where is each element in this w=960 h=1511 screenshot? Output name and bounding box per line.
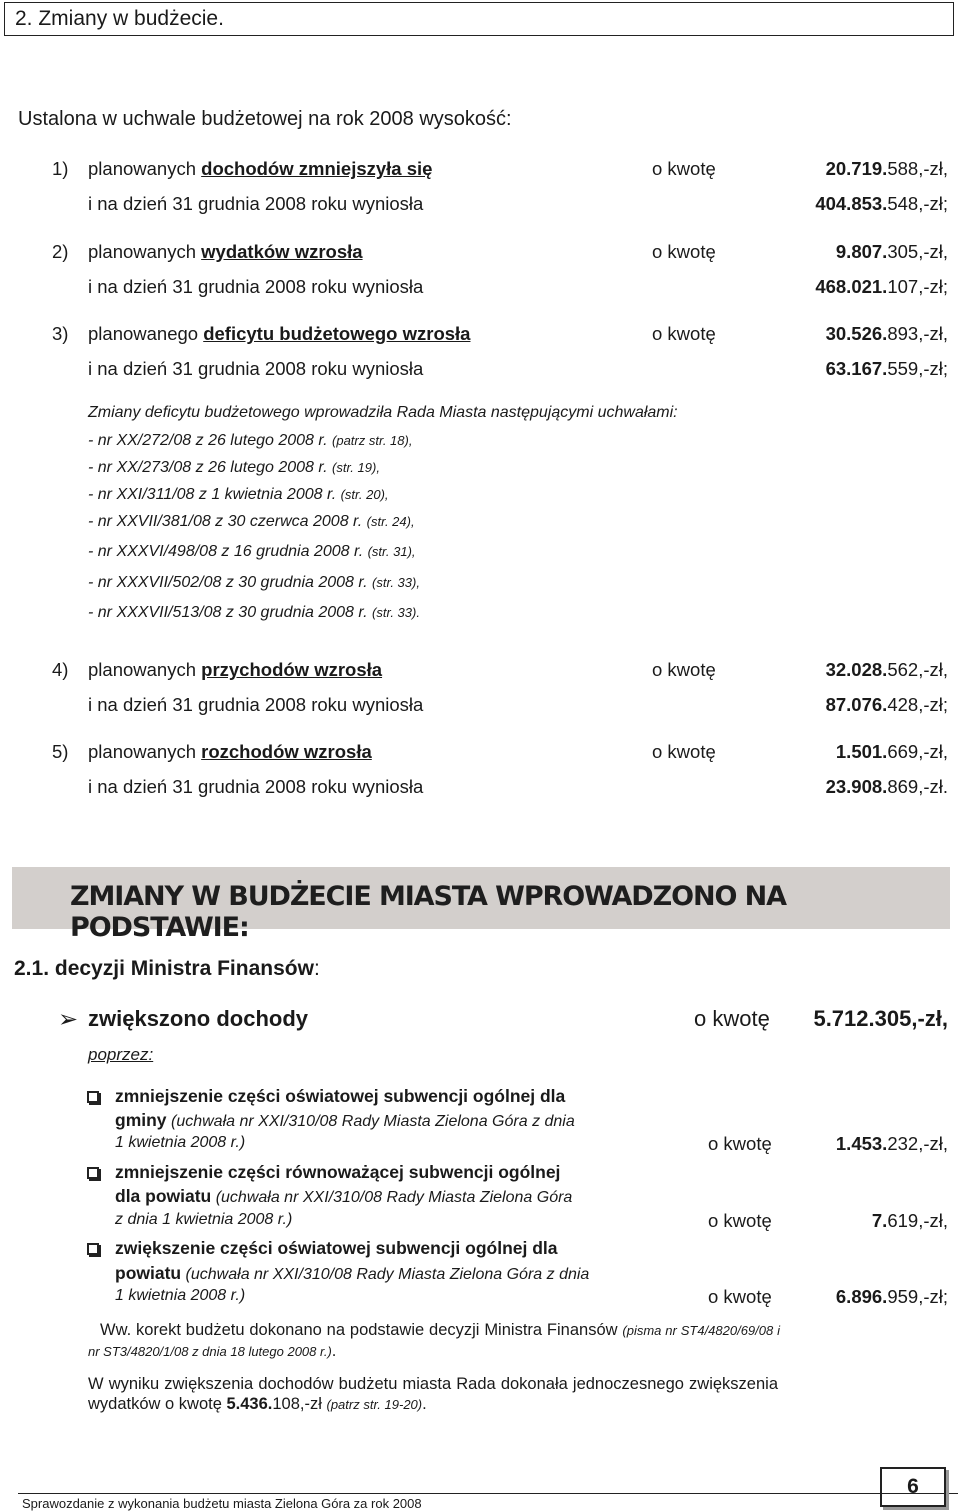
item-2-total: 468.021.107,-zł;: [815, 276, 948, 297]
item-2-number: 2): [52, 241, 69, 262]
subitem-1-line1: zmniejszenie części oświatowej subwencji ogólnej dla: [115, 1086, 566, 1106]
item-4-total: 87.076.428,-zł;: [825, 694, 948, 715]
item-1-key: dochodów zmniejszyła się: [201, 158, 433, 179]
subitem-2-line2: dla powiatu (uchwała nr XXI/310/08 Rady Miasta Zielona Góra: [115, 1186, 573, 1206]
subitem-2-amount: 7.619,-zł,: [871, 1210, 948, 1231]
item-4-label: planowanych przychodów wzrosła: [88, 659, 383, 680]
resolution-5: - nr XXXVI/498/08 z 16 grudnia 2008 r. (str. 31),: [88, 543, 416, 560]
item-3-number: 3): [52, 323, 69, 344]
subitem-2-okwote: o kwotę: [708, 1210, 772, 1231]
item-4-okwote: o kwotę: [652, 659, 716, 680]
subsection-heading: 2.1. decyzji Ministra Finansów:: [14, 957, 320, 980]
checkbox-bullet-icon: [87, 1243, 99, 1255]
subitem-3-line3: 1 kwietnia 2008 r.): [115, 1287, 246, 1304]
main-change-label: zwiększono dochody: [88, 1006, 309, 1031]
item-5-key: rozchodów wzrosła: [201, 741, 372, 762]
item-5-okwote: o kwotę: [652, 741, 716, 762]
intro-text: Ustalona w uchwale budżetowej na rok 2008 wysokość:: [18, 108, 512, 130]
item-3-label: planowanego deficytu budżetowego wzrosła: [88, 323, 471, 344]
resolution-1: - nr XX/272/08 z 26 lutego 2008 r. (patrz str. 18),: [88, 432, 413, 449]
item-4-number: 4): [52, 659, 69, 680]
item-5-number: 5): [52, 741, 69, 762]
section-title: 2. Zmiany w budżecie.: [15, 7, 224, 30]
note-decision: Ww. korekt budżetu dokonano na podstawie decyzji Ministra Finansów (pisma nr ST4/4820/69/08 i nr ST3/4820/1/08 z dnia 18 lutego 2008 r.).: [88, 1321, 781, 1360]
item-2-key: wydatków wzrosła: [201, 241, 363, 262]
checkbox-bullet-icon: [87, 1091, 99, 1103]
item-1-amount: 20.719.588,-zł,: [825, 158, 948, 179]
item-3-okwote: o kwotę: [652, 323, 716, 344]
item-1-line2: i na dzień 31 grudnia 2008 roku wyniosła: [88, 193, 424, 214]
resolution-7: - nr XXXVII/513/08 z 30 grudnia 2008 r. (str. 33).: [88, 604, 420, 621]
subitem-3-line2: powiatu (uchwała nr XXI/310/08 Rady Miasta Zielona Góra z dnia: [115, 1263, 590, 1283]
item-5-total: 23.908.869,-zł.: [825, 776, 948, 797]
item-3-line2: i na dzień 31 grudnia 2008 roku wyniosła: [88, 358, 424, 379]
item-1-number: 1): [52, 158, 69, 179]
item-5-label: planowanych rozchodów wzrosła: [88, 741, 372, 762]
item-1-total: 404.853.548,-zł;: [815, 193, 948, 214]
item-2-label: planowanych wydatków wzrosła: [88, 241, 363, 262]
item-5-line2: i na dzień 31 grudnia 2008 roku wyniosła: [88, 776, 424, 797]
checkbox-bullet-icon: [87, 1167, 99, 1179]
poprzez-label: poprzez:: [88, 1045, 154, 1064]
item-3-total: 63.167.559,-zł;: [825, 358, 948, 379]
subitem-3-line1: zwiększenie części oświatowej subwencji ogólnej dla: [115, 1238, 558, 1258]
subitem-1-line3: 1 kwietnia 2008 r.): [115, 1134, 246, 1151]
subitem-1-line2: gminy (uchwała nr XXI/310/08 Rady Miasta Zielona Góra z dnia: [115, 1110, 575, 1130]
item-4-key: przychodów wzrosła: [201, 659, 383, 680]
subitem-3-amount: 6.896.959,-zł;: [835, 1286, 948, 1307]
item-2-amount: 9.807.305,-zł,: [835, 241, 948, 262]
resolution-2: - nr XX/273/08 z 26 lutego 2008 r. (str. 19),: [88, 459, 380, 476]
section-banner: [12, 867, 950, 943]
resolution-4: - nr XXVII/381/08 z 30 czerwca 2008 r. (str. 24),: [88, 513, 415, 530]
main-change-amount: 5.712.305,-zł,: [813, 1006, 948, 1031]
banner-text: ZMIANY W BUDŻECIE MIASTA WPROWADZONO NA PODSTAWIE:: [70, 881, 786, 943]
item-3-key: deficytu budżetowego wzrosła: [203, 323, 471, 344]
subitem-1-amount: 1.453.232,-zł,: [835, 1133, 948, 1154]
deficit-note-lead: Zmiany deficytu budżetowego wprowadziła Rada Miasta następującymi uchwałami:: [88, 404, 678, 421]
item-1-label: planowanych dochodów zmniejszyła się: [88, 158, 433, 179]
subitem-2-line3: z dnia 1 kwietnia 2008 r.): [115, 1211, 293, 1228]
page-number: 6: [880, 1467, 946, 1507]
main-change-okwote: o kwotę: [694, 1006, 770, 1031]
resolution-6: - nr XXXVII/502/08 z 30 grudnia 2008 r. (str. 33),: [88, 574, 420, 591]
subitem-2-line1: zmniejszenie części równoważącej subwencji ogólnej: [115, 1162, 561, 1182]
item-2-okwote: o kwotę: [652, 241, 716, 262]
item-5-amount: 1.501.669,-zł,: [835, 741, 948, 762]
item-1-okwote: o kwotę: [652, 158, 716, 179]
footer-divider: [18, 1493, 958, 1494]
subitem-1-okwote: o kwotę: [708, 1133, 772, 1154]
resolution-3: - nr XXI/311/08 z 1 kwietnia 2008 r. (str. 20),: [88, 486, 389, 503]
footer-text: Sprawozdanie z wykonania budżetu miasta Zielona Góra za rok 2008: [22, 1496, 422, 1511]
section-header: [4, 2, 954, 36]
item-3-amount: 30.526.893,-zł,: [825, 323, 948, 344]
note-result: W wyniku zwiększenia dochodów budżetu miasta Rada dokonała jednoczesnego zwiększenia wydatków o kwotę 5.436.108,-zł (patrz str. 19-20).: [88, 1375, 778, 1413]
item-2-line2: i na dzień 31 grudnia 2008 roku wyniosła: [88, 276, 424, 297]
item-4-line2: i na dzień 31 grudnia 2008 roku wyniosła: [88, 694, 424, 715]
subitem-3-okwote: o kwotę: [708, 1286, 772, 1307]
arrow-bullet-icon: ➢: [58, 1006, 79, 1033]
item-4-amount: 32.028.562,-zł,: [825, 659, 948, 680]
